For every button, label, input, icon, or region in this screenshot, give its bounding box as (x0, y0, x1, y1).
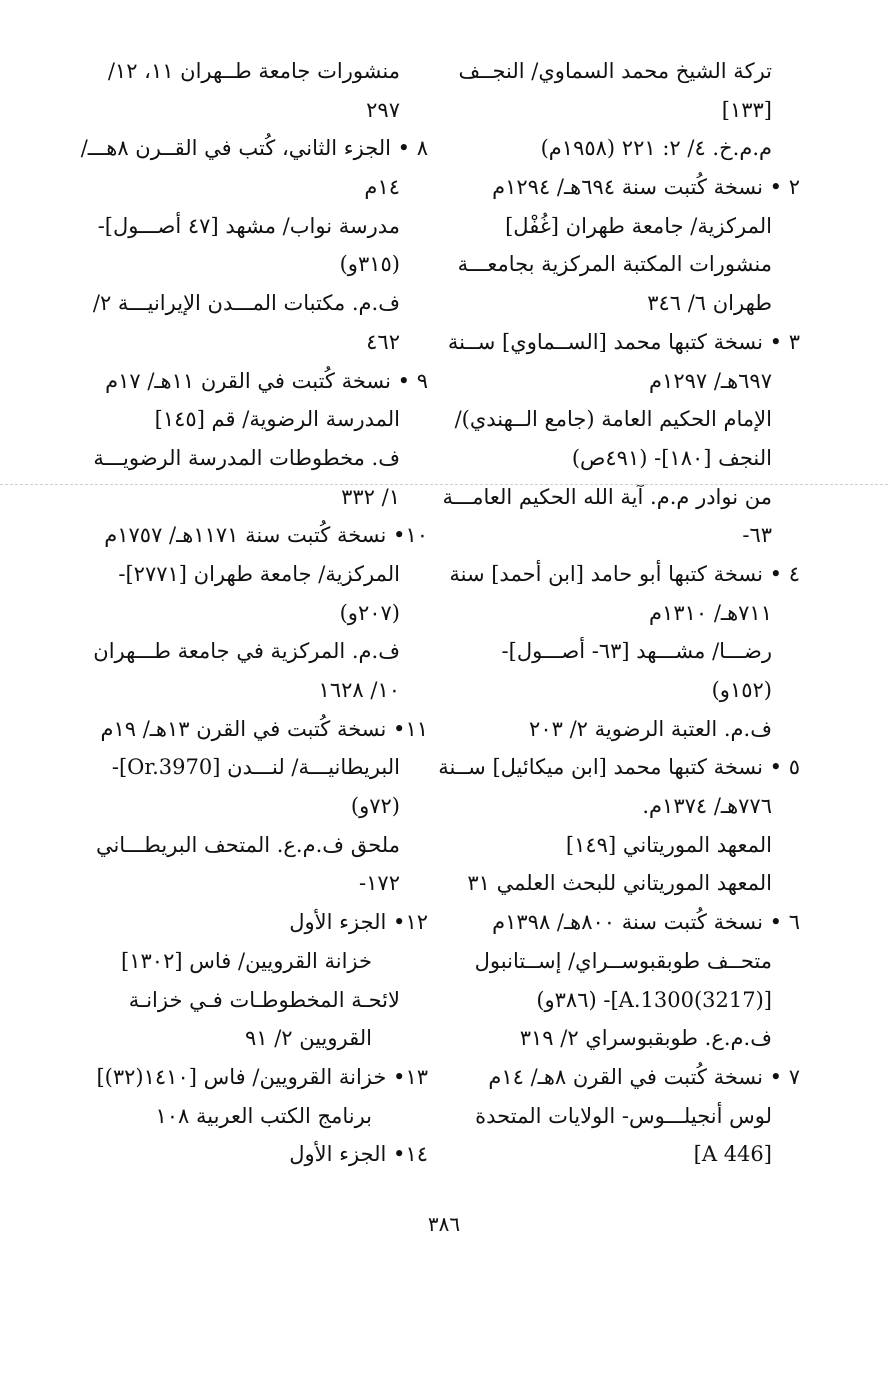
text-line: (٣١٥و) (339, 252, 400, 277)
text-line: ٤٦٢ (366, 329, 400, 354)
text-line: [A 446] (693, 1142, 772, 1167)
text-line: ٥ • نسخة كتبها محمد [ابن ميكائيل] ســنة (438, 755, 800, 780)
text-line: (٢٠٧و) (339, 600, 400, 625)
text-line: المعهد الموريتاني للبحث العلمي ٣١ (467, 871, 772, 896)
text-line: (١٥٢و) (711, 678, 772, 702)
text-line: تركة الشيخ محمد السماوي/ النجــف (458, 59, 772, 83)
text-line: القرويين ٢/ ٩١ (244, 1026, 372, 1051)
text-line: منشورات جامعة طــهران ١١، ١٢/ (107, 59, 400, 83)
text-line: ف.م.ع. طوبقبوسراي ٢/ ٣١٩ (519, 1026, 772, 1051)
text-line: ٧ • نسخة كُتبت في القرن ٨هـ/ ١٤م (488, 1064, 800, 1089)
text-line: ٢٩٧ (366, 97, 400, 122)
text-line: ١٠• نسخة كُتبت سنة ١١٧١هـ/ ١٧٥٧م (104, 523, 428, 548)
text-line: ٦ • نسخة كُتبت سنة ٨٠٠هـ/ ١٣٩٨م (492, 910, 800, 935)
text-line: ١٣• خزانة القرويين/ فاس [١٤١٠(٣٢)] (96, 1064, 428, 1089)
text-line: المدرسة الرضوية/ قم [١٤٥] (154, 407, 400, 432)
text-line: برنامج الكتب العربية ١٠٨ (155, 1103, 372, 1128)
text-line: لائحـة المخطوطـات فـي خزانـة (128, 987, 400, 1012)
text-line: ٤ • نسخة كتبها أبو حامد [ابن أحمد] سنة (449, 561, 800, 586)
text-line: ١/ ٣٣٢ (341, 484, 400, 509)
page-number: ٣٨٦ (427, 1212, 461, 1236)
text-line: ٧١١هـ/ ١٣١٠م (649, 600, 772, 625)
text-line: مدرسة نواب/ مشهد [٤٧ أصـــول]- (97, 213, 400, 238)
text-line: الإمام الحكيم العامة (جامع الــهندي)/ (454, 407, 772, 432)
text-line: ف.م. المركزية في جامعة طـــهران (93, 639, 400, 664)
text-line: من نوادر م.م. آية الله الحكيم العامـــة (442, 484, 772, 509)
text-line: ف.م. العتبة الرضوية ٢/ ٢٠٣ (529, 716, 772, 741)
left-column (60, 52, 428, 1174)
text-line: ٦٩٧هـ/ ١٢٩٧م (649, 368, 772, 393)
text-line: ١٤• الجزء الأول (289, 1142, 428, 1167)
text-line: [١٣٣] (721, 97, 772, 122)
text-line: المركزية/ جامعة طهران [٢٧٧١]- (118, 561, 400, 586)
text-line: المركزية/ جامعة طهران [غُفْل] (505, 213, 772, 238)
text-line: ١٠/ ١٦٢٨ (318, 678, 400, 702)
text-line: م.م.خ. ٤/ ٢: ٢٢١ (١٩٥٨م) (540, 136, 772, 161)
text-line: ف. مخطوطات المدرسة الرضويـــة (93, 445, 400, 470)
text-line: ٢ • نسخة كُتبت سنة ٦٩٤هـ/ ١٢٩٤م (492, 175, 800, 200)
text-line: رضـــا/ مشـــهد [٦٣- أصـــول]- (501, 639, 772, 664)
text-line: ٦٣- (742, 523, 772, 548)
scan-artifact-dashed-line (0, 484, 888, 485)
text-line: ٧٧٦هـ/ ١٣٧٤م. (642, 794, 772, 819)
text-line: لوس أنجيلـــوس- الولايات المتحدة (475, 1103, 772, 1128)
text-line: (٧٢و) (350, 794, 400, 819)
text-line: طهران ٦/ ٣٤٦ (647, 291, 772, 316)
text-line: ٩ • نسخة كُتبت في القرن ١١هـ/ ١٧م (105, 368, 428, 393)
text-line: ١١• نسخة كُتبت في القرن ١٣هـ/ ١٩م (100, 716, 428, 741)
text-line: ٨ • الجزء الثاني، كُتب في القــرن ٨هـــ/ (80, 136, 428, 161)
text-line: خزانة القرويين/ فاس [١٣٠٢] (121, 948, 372, 973)
text-line: [A.1300(3217)]- (٣٨٦و) (536, 987, 772, 1012)
text-line: ف.م. مكتبات المـــدن الإيرانيـــة ٢/ (92, 291, 400, 316)
text-line: النجف [١٨٠]- (٤٩١ص) (571, 445, 772, 470)
text-line: ١٤م (364, 175, 400, 200)
right-column (438, 52, 800, 1174)
text-line: ١٧٢- (359, 871, 400, 896)
text-line: ملحق ف.م.ع. المتحف البريطـــاني (95, 832, 400, 857)
text-line: ٣ • نسخة كتبها محمد [الســماوي] ســنة (447, 329, 800, 354)
text-line: منشورات المكتبة المركزية بجامعـــة (457, 252, 772, 277)
text-line: متحــف طوبقبوســراي/ إســتانبول (474, 948, 772, 973)
text-line: ١٢• الجزء الأول (289, 910, 428, 935)
text-line: المعهد الموريتاني [١٤٩] (565, 832, 772, 857)
text-line: البريطانيـــة/ لنـــدن [Or.3970]- (111, 755, 400, 780)
